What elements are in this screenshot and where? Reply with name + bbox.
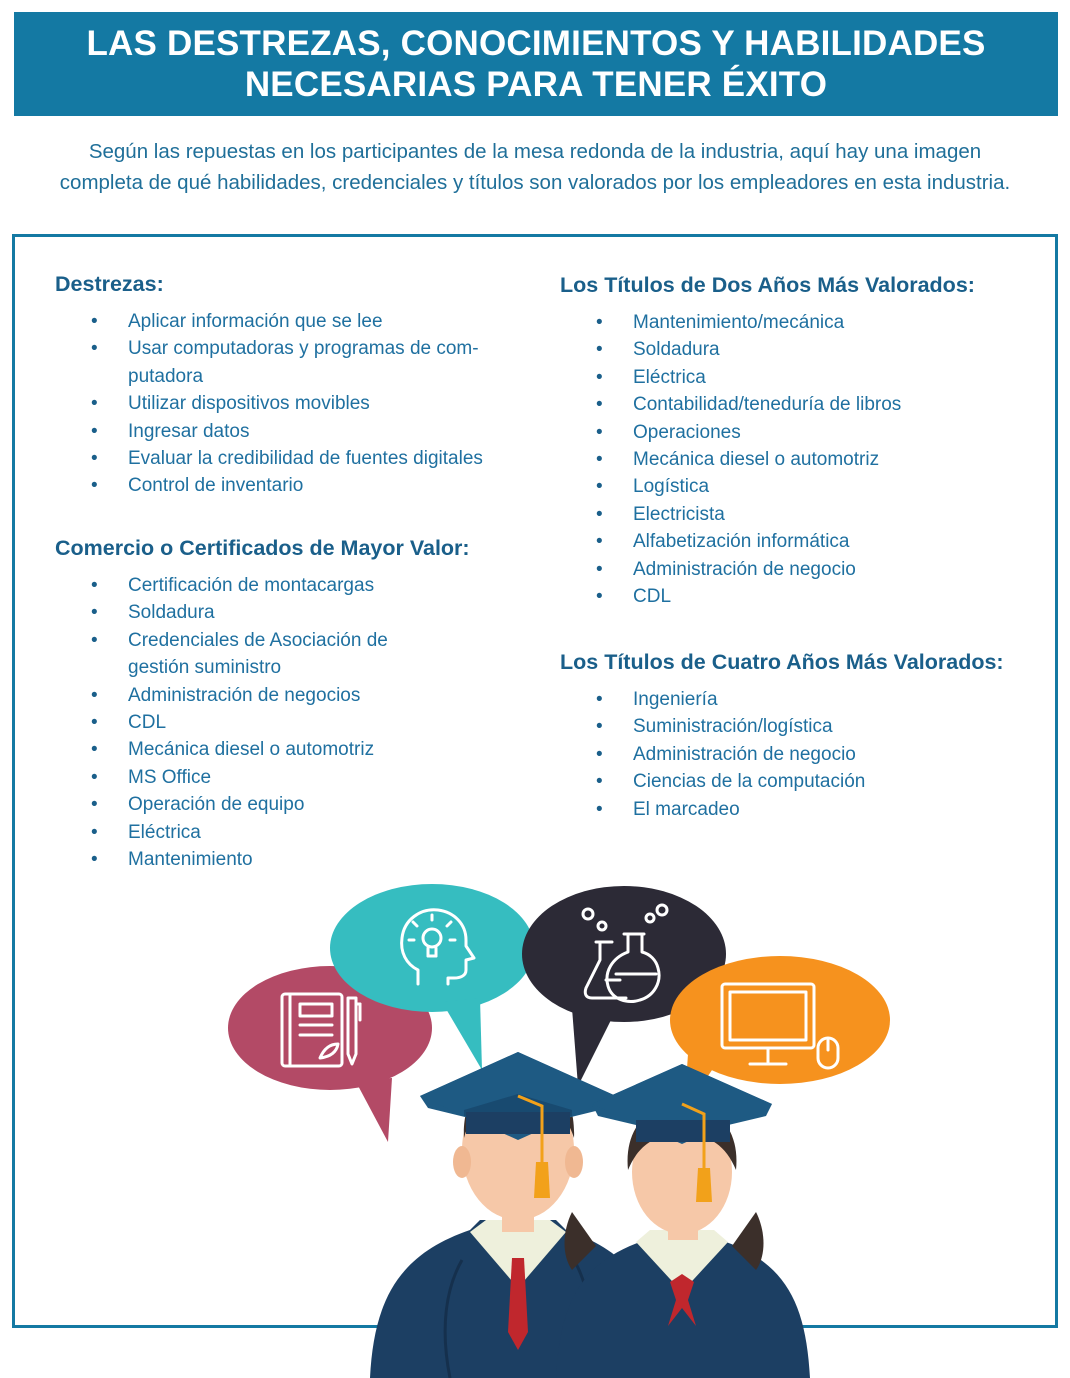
list-item: • Aplicar información que se lee [55, 308, 535, 335]
list-item: • Administración de negocio [560, 741, 1050, 768]
list-item: • Eléctrica [55, 819, 535, 846]
section-cuatro-anos [560, 648, 1050, 823]
list-item: • Soldadura [55, 599, 535, 626]
list-item-continued: putadora [128, 365, 204, 387]
list-item: • Electricista [560, 501, 1050, 528]
list-item: • Mecánica diesel o automotriz [560, 446, 1050, 473]
list-item: • Suministración/logística [560, 713, 1050, 740]
list-item: • Utilizar dispositivos movibles [55, 390, 535, 417]
section-dos-anos [560, 271, 1050, 610]
title-banner [14, 12, 1058, 116]
title-line-2: NECESARIAS PARA TENER ÉXITO [244, 65, 828, 104]
section-comercio [55, 534, 535, 873]
cuatro-anos-list [560, 686, 1050, 823]
list-item: • Logística [560, 473, 1050, 500]
list-item: • Evaluar la credibilidad de fuentes digitales [55, 445, 535, 472]
list-item: • Administración de negocio [560, 556, 1050, 583]
comercio-list [55, 572, 535, 873]
list-item: • Mantenimiento [55, 846, 535, 873]
graduates-illustration [220, 880, 900, 1378]
list-item-continued: gestión suministro [128, 657, 282, 679]
list-item: • Usar computadoras y programas de com- [55, 335, 535, 362]
list-item: • MS Office [55, 764, 535, 791]
list-item: • Alfabetización informática [560, 528, 1050, 555]
list-item: • Mantenimiento/mecánica [560, 309, 1050, 336]
intro-line-2: completa de qué habilidades, credenciales y títulos son valorados por los empleadores en esta industria. [59, 171, 1011, 194]
list-item: • Eléctrica [560, 364, 1050, 391]
list-item: • Credenciales de Asociación de [55, 627, 535, 654]
section-heading: Los Títulos de Dos Años Más Valorados: [560, 273, 975, 297]
list-item: • Contabilidad/teneduría de libros [560, 391, 1050, 418]
intro-line-1: Según las repuestas en los participantes de la mesa redonda de la industria, aquí hay una imagen [88, 140, 982, 163]
list-item: • Ciencias de la computación [560, 768, 1050, 795]
list-item: • CDL [560, 583, 1050, 610]
list-item: • Administración de negocios [55, 682, 535, 709]
list-item: • Ingeniería [560, 686, 1050, 713]
destrezas-list [55, 308, 535, 500]
list-item: • Control de inventario [55, 472, 535, 499]
list-item: • Ingresar datos [55, 418, 535, 445]
list-item: • Soldadura [560, 336, 1050, 363]
intro-text [0, 136, 1070, 198]
list-item: • El marcadeo [560, 796, 1050, 823]
list-item: • Certificación de montacargas [55, 572, 535, 599]
section-heading: Comercio o Certificados de Mayor Valor: [55, 536, 470, 560]
list-item: • Operaciones [560, 419, 1050, 446]
title-line-1: LAS DESTREZAS, CONOCIMIENTOS Y HABILIDADES [86, 24, 986, 63]
list-item: • Operación de equipo [55, 791, 535, 818]
list-item: • Mecánica diesel o automotriz [55, 736, 535, 763]
section-heading: Los Títulos de Cuatro Años Más Valorados: [560, 650, 1004, 674]
section-heading: Destrezas: [55, 272, 164, 296]
dos-anos-list [560, 309, 1050, 610]
section-destrezas [55, 270, 535, 500]
list-item: • CDL [55, 709, 535, 736]
